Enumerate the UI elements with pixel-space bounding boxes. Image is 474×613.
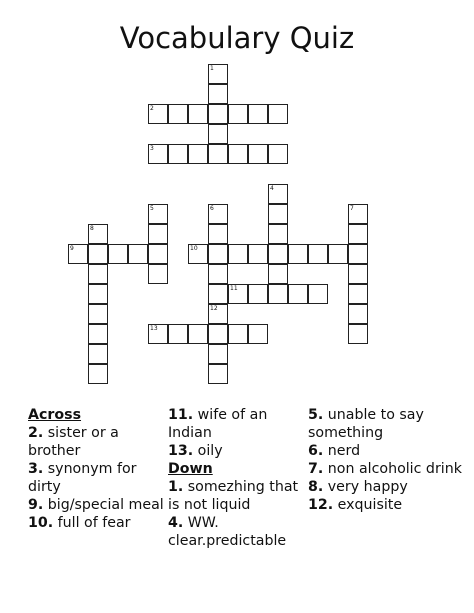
grid-cell[interactable]	[88, 324, 108, 344]
grid-cell[interactable]	[268, 244, 288, 264]
grid-cell[interactable]	[148, 324, 168, 344]
grid-cell[interactable]	[228, 104, 248, 124]
grid-cell[interactable]	[168, 324, 188, 344]
grid-cell[interactable]	[268, 204, 288, 224]
grid-cell[interactable]	[288, 244, 308, 264]
grid-cell[interactable]	[88, 264, 108, 284]
grid-cell[interactable]	[348, 284, 368, 304]
grid-cell[interactable]	[348, 264, 368, 284]
clue-across-13: 13. oily	[168, 443, 223, 459]
cell-number: 5	[150, 205, 154, 212]
grid-cell[interactable]	[248, 144, 268, 164]
grid-cell[interactable]	[68, 244, 88, 264]
cell-number: 6	[210, 205, 214, 212]
grid-cell[interactable]	[268, 284, 288, 304]
cell-number: 4	[270, 185, 274, 192]
cell-number: 3	[150, 145, 154, 152]
clue-across-9: 9. big/special meal	[28, 497, 164, 513]
clue-column-2	[168, 406, 308, 550]
grid-cell[interactable]	[208, 364, 228, 384]
grid-cell[interactable]	[208, 224, 228, 244]
cell-number: 13	[150, 325, 158, 332]
grid-cell[interactable]	[228, 244, 248, 264]
grid-cell[interactable]	[308, 284, 328, 304]
clue-down-8: 8. very happy	[308, 479, 408, 495]
cell-number: 2	[150, 105, 154, 112]
grid-cell[interactable]	[348, 224, 368, 244]
clue-across-11: 11. wife of an Indian	[168, 407, 268, 441]
grid-cell[interactable]	[188, 324, 208, 344]
grid-cell[interactable]	[348, 204, 368, 224]
grid-cell[interactable]	[208, 264, 228, 284]
grid-cell[interactable]	[208, 284, 228, 304]
grid-cell[interactable]	[208, 144, 228, 164]
clue-across-3: 3. synonym for dirty	[28, 461, 137, 495]
grid-cell[interactable]	[268, 264, 288, 284]
grid-cell[interactable]	[148, 104, 168, 124]
grid-cell[interactable]	[268, 104, 288, 124]
cell-number: 9	[70, 245, 74, 252]
grid-cell[interactable]	[148, 244, 168, 264]
grid-cell[interactable]	[268, 224, 288, 244]
grid-cell[interactable]	[248, 284, 268, 304]
cell-number: 7	[350, 205, 354, 212]
grid-cell[interactable]	[208, 304, 228, 324]
clue-down-4: 4. WW. clear.predictable	[168, 515, 287, 549]
grid-cell[interactable]	[208, 344, 228, 364]
clue-column-1	[28, 406, 168, 532]
grid-cell[interactable]	[188, 104, 208, 124]
grid-cell[interactable]	[88, 244, 108, 264]
grid-cell[interactable]	[208, 84, 228, 104]
grid-cell[interactable]	[88, 364, 108, 384]
grid-cell[interactable]	[108, 244, 128, 264]
clue-down-1: 1. somezhing that is not liquid	[168, 479, 299, 513]
grid-cell[interactable]	[208, 204, 228, 224]
grid-cell[interactable]	[208, 244, 228, 264]
clue-down-6: 6. nerd	[308, 443, 361, 459]
grid-cell[interactable]	[348, 244, 368, 264]
grid-cell[interactable]	[228, 284, 248, 304]
cell-number: 8	[90, 225, 94, 232]
across-heading: Across	[28, 407, 82, 423]
cell-number: 11	[230, 285, 238, 292]
grid-cell[interactable]	[88, 224, 108, 244]
grid-cell[interactable]	[248, 324, 268, 344]
grid-cell[interactable]	[268, 184, 288, 204]
grid-cell[interactable]	[268, 144, 288, 164]
grid-cell[interactable]	[208, 124, 228, 144]
grid-cell[interactable]	[148, 204, 168, 224]
grid-cell[interactable]	[248, 104, 268, 124]
grid-cell[interactable]	[308, 244, 328, 264]
grid-cell[interactable]	[208, 324, 228, 344]
grid-cell[interactable]	[288, 284, 308, 304]
grid-cell[interactable]	[208, 104, 228, 124]
clue-column-3	[308, 406, 468, 514]
grid-cell[interactable]	[188, 244, 208, 264]
grid-cell[interactable]	[228, 324, 248, 344]
clue-down-5: 5. unable to say something	[308, 407, 424, 441]
grid-cell[interactable]	[148, 224, 168, 244]
grid-cell[interactable]	[168, 104, 188, 124]
cell-number: 1	[210, 65, 214, 72]
cell-number: 10	[190, 245, 198, 252]
down-heading: Down	[168, 461, 213, 477]
grid-cell[interactable]	[208, 64, 228, 84]
grid-cell[interactable]	[88, 304, 108, 324]
grid-cell[interactable]	[328, 244, 348, 264]
grid-cell[interactable]	[128, 244, 148, 264]
grid-cell[interactable]	[148, 144, 168, 164]
grid-cell[interactable]	[348, 304, 368, 324]
grid-cell[interactable]	[228, 144, 248, 164]
clue-down-7: 7. non alcoholic drink	[308, 461, 462, 477]
grid-cell[interactable]	[248, 244, 268, 264]
clue-across-2: 2. sister or a brother	[28, 425, 119, 459]
clue-down-12: 12. exquisite	[308, 497, 403, 513]
clue-across-10: 10. full of fear	[28, 515, 131, 531]
grid-cell[interactable]	[348, 324, 368, 344]
grid-cell[interactable]	[188, 144, 208, 164]
puzzle-title: Vocabulary Quiz	[119, 21, 355, 55]
grid-cell[interactable]	[88, 284, 108, 304]
grid-cell[interactable]	[88, 344, 108, 364]
grid-cell[interactable]	[148, 264, 168, 284]
cell-number: 12	[210, 305, 218, 312]
grid-cell[interactable]	[168, 144, 188, 164]
